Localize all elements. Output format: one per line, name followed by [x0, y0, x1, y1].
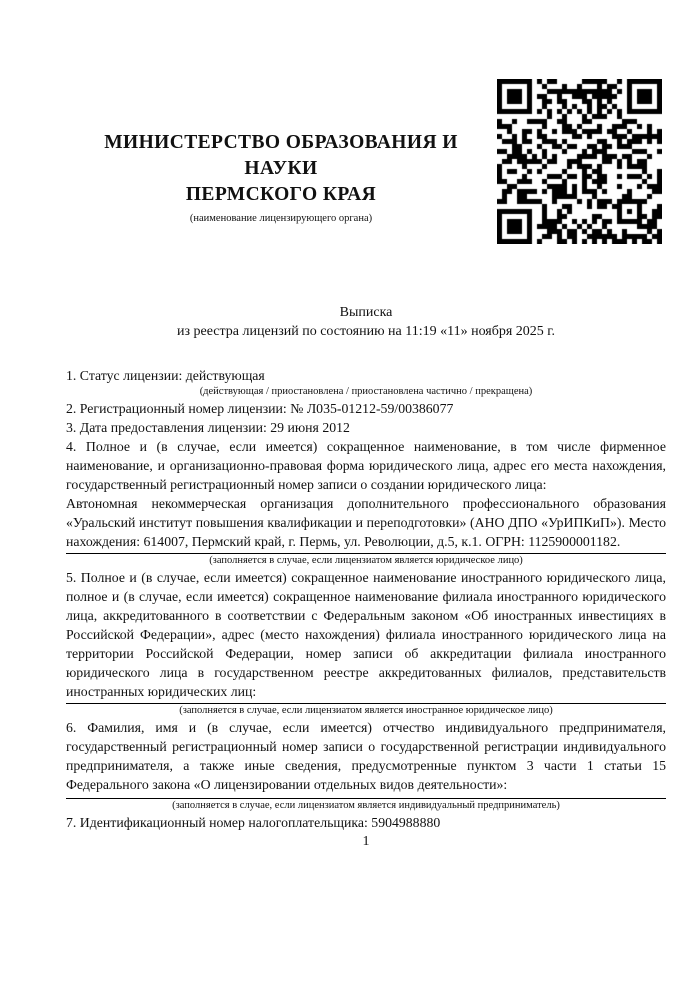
ministry-name-caption: (наименование лицензирующего органа): [189, 213, 373, 224]
page-number: 1: [362, 834, 370, 849]
item-4-caption: (заполняется в случае, если лицензиатом является юридическое лицо): [209, 555, 523, 566]
ministry-name-line2: ПЕРМСКОГО КРАЯ: [185, 184, 377, 205]
item-4-legal-entity-value: Автономная некоммерческая организация дополнительного профессионального образования «Уральский институт повышения квалификации и переподготовки» (АНО ДПО «УрИПКиП»). Место нахождения: 614007, Пермский край, г. Пермь, ул. Революции, д.5, к.1. ОГРН: 1125900001182.: [66, 496, 666, 549]
document-title-line1: Выписка: [339, 305, 393, 320]
item-3-grant-date: 3. Дата предоставления лицензии: 29 июня 2012: [66, 420, 350, 435]
document-title: [66, 303, 666, 341]
ministry-name-line1: МИНИСТЕРСТВО ОБРАЗОВАНИЯ И НАУКИ: [104, 132, 458, 179]
document-body: [66, 366, 666, 851]
item-1-license-status: 1. Статус лицензии: действующая: [66, 368, 265, 383]
item-4-legal-entity-label: 4. Полное и (в случае, если имеется) сокращенное наименование, в том числе фирменное наименование, и организационно-правовая форма юридического лица, адрес его места нахождения, государственный регистрационный номер записи о создании юридического лица:: [66, 439, 666, 492]
item-2-registration-number: 2. Регистрационный номер лицензии: № Л035-01212-59/00386077: [66, 401, 454, 416]
item-7-taxpayer-number: 7. Идентификационный номер налогоплательщика: 5904988880: [66, 815, 441, 830]
qr-code-icon: [497, 79, 662, 244]
item-6-caption: (заполняется в случае, если лицензиатом является индивидуальный предприниматель): [172, 800, 560, 811]
document-title-line2: из реестра лицензий по состоянию на 11:19 «11» ноября 2025 г.: [177, 324, 555, 339]
item-5-foreign-entity-label: 5. Полное и (в случае, если имеется) сокращенное наименование иностранного юридического лица, полное и (в случае, если имеется) сокращенное наименование филиала иностранного юридического лица, аккредитованного в соответствии с Федеральным законом «Об иностранных инвестициях в Российской Федерации», адрес (место нахождения) филиала иностранного юридического лица на территории Российской Федерации, номер записи об аккредитации филиала иностранного юридического лица в государственном реестре аккредитованных филиалов, представительств иностранных юридических лиц:: [66, 570, 666, 699]
item-1-caption: (действующая / приостановлена / приостановлена частично / прекращена): [199, 386, 533, 397]
item-5-caption: (заполняется в случае, если лицензиатом является иностранное юридическое лицо): [179, 705, 553, 716]
ministry-header: [66, 130, 496, 226]
item-6-entrepreneur-label: 6. Фамилия, имя и (в случае, если имеется) отчество индивидуального предпринимателя, государственный регистрационный номер записи о государственной регистрации индивидуального предпринимателя, а также иные сведения, предусмотренные пунктом 3 части 1 статьи 15 Федерального закона «О лицензировании отдельных видов деятельности»:: [66, 720, 666, 792]
